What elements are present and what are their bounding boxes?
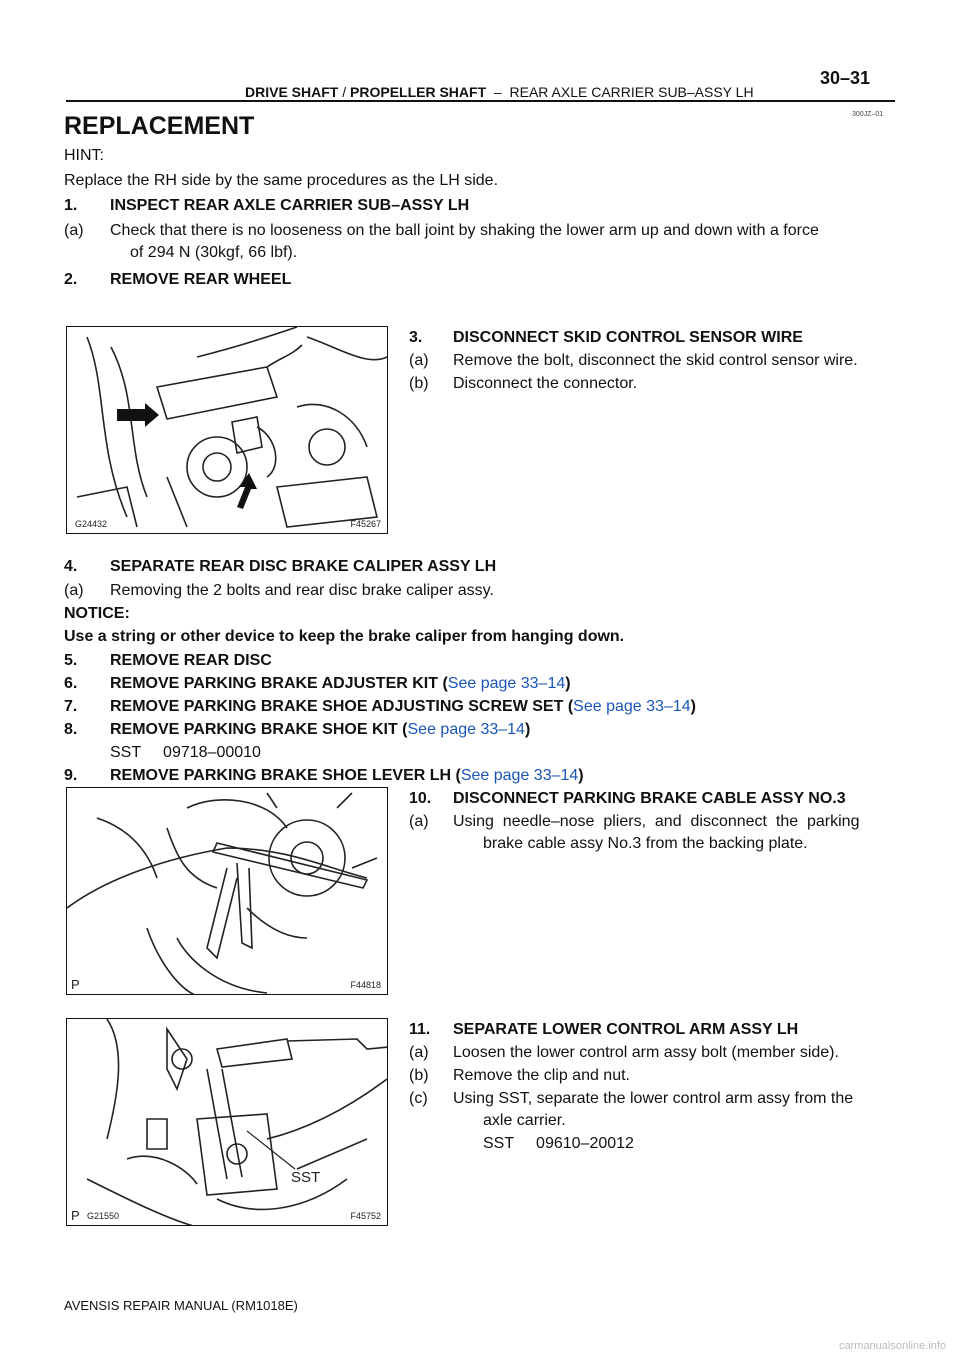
- step-3a-text: Remove the bolt, disconnect the skid control sensor wire.: [453, 352, 858, 369]
- step-9-text: REMOVE PARKING BRAKE SHOE LEVER LH (: [110, 767, 461, 784]
- step-1-text: INSPECT REAR AXLE CARRIER SUB–ASSY LH: [110, 197, 470, 214]
- sst-leader-line: [247, 1131, 295, 1169]
- step-11: [409, 1020, 889, 1040]
- fig1-label-right: F45267: [350, 519, 381, 529]
- step-2-num: 2.: [64, 271, 78, 288]
- figure-parking-cable: [66, 787, 388, 995]
- step-1a-line-1: Check that there is no looseness on the ball joint by shaking the lower arm up and down with a force: [110, 222, 819, 239]
- step-11c-sst: SST 09610–20012: [483, 1135, 634, 1152]
- figure-skid-sensor: [66, 326, 388, 534]
- notice-label: NOTICE:: [64, 605, 130, 622]
- step-7-link[interactable]: See page 33–14: [573, 698, 691, 715]
- step-4a-text: Removing the 2 bolts and rear disc brake caliper assy.: [110, 582, 494, 599]
- step-8-link[interactable]: See page 33–14: [407, 721, 525, 738]
- step-11c-label: (c): [409, 1090, 428, 1107]
- step-11-num: 11.: [409, 1021, 431, 1038]
- doc-id: 300JZ–01: [852, 111, 884, 118]
- fig2-label-right: F44818: [350, 980, 381, 990]
- step-10a-label: (a): [409, 813, 429, 830]
- step-3-text: DISCONNECT SKID CONTROL SENSOR WIRE: [453, 329, 803, 346]
- notice-text: Use a string or other device to keep the brake caliper from hanging down.: [64, 628, 625, 645]
- step-11b-label: (b): [409, 1067, 429, 1084]
- figure-lower-arm: [66, 1018, 388, 1226]
- step-10-num: 10.: [409, 790, 432, 807]
- step-1a-line-2: of 294 N (30kgf, 66 lbf).: [130, 244, 298, 261]
- step-6: [64, 674, 764, 694]
- step-6-num: 6.: [64, 675, 78, 692]
- step-1: [64, 196, 764, 216]
- fig3-p-label: P: [71, 1208, 80, 1223]
- step-10a-line-1: Using needle–nose pliers, and disconnect the parking: [453, 813, 860, 830]
- step-11c-line-2: axle carrier.: [483, 1112, 566, 1129]
- step-5-num: 5.: [64, 652, 78, 669]
- step-3b-label: (b): [409, 375, 429, 392]
- fig2-p-label: P: [71, 977, 80, 992]
- fig3-label-left: G21550: [87, 1211, 120, 1221]
- fig3-sst-label: SST: [291, 1169, 321, 1186]
- step-4a-label: (a): [64, 582, 84, 599]
- step-9-end: ): [578, 767, 584, 784]
- page-title: REPLACEMENT: [64, 112, 255, 140]
- watermark: carmanualsonline.info: [838, 1340, 946, 1352]
- step-6-end: ): [565, 675, 571, 692]
- step-4-text: SEPARATE REAR DISC BRAKE CALIPER ASSY LH: [110, 558, 497, 575]
- skid-sensor-illustration: [67, 327, 388, 534]
- page-number: 30–31: [820, 68, 871, 88]
- step-4-num: 4.: [64, 558, 78, 575]
- step-10a-line-2: brake cable assy No.3 from the backing plate.: [483, 835, 808, 852]
- step-5: [64, 651, 564, 671]
- step-7: [64, 697, 864, 717]
- step-9-link[interactable]: See page 33–14: [460, 767, 579, 784]
- step-11c-line-1: Using SST, separate the lower control arm assy from the: [453, 1090, 854, 1107]
- step-9: [64, 766, 764, 786]
- arrow-connector-icon: [237, 473, 257, 509]
- section-a: DRIVE SHAFT: [245, 84, 339, 100]
- step-5-text: REMOVE REAR DISC: [110, 652, 272, 669]
- step-3a-label: (a): [409, 352, 429, 369]
- fig1-label-left: G24432: [75, 519, 108, 529]
- hint-text: Replace the RH side by the same procedures as the LH side.: [64, 172, 499, 189]
- step-3-num: 3.: [409, 329, 423, 346]
- step-11a-text: Loosen the lower control arm assy bolt (member side).: [453, 1044, 839, 1061]
- parking-cable-illustration: [67, 788, 388, 995]
- fig3-label-right: F45752: [350, 1211, 381, 1221]
- section-dash: –: [493, 84, 502, 100]
- subsection-title: REAR AXLE CARRIER SUB–ASSY LH: [509, 84, 754, 100]
- step-3b-text: Disconnect the connector.: [453, 375, 638, 392]
- step-1-num: 1.: [64, 197, 78, 214]
- step-2: [64, 270, 564, 290]
- step-6-text: REMOVE PARKING BRAKE ADJUSTER KIT (: [110, 675, 448, 692]
- step-4: [64, 557, 664, 577]
- step-9-num: 9.: [64, 767, 78, 784]
- lower-arm-illustration: [67, 1019, 388, 1226]
- arrow-bolt-icon: [117, 403, 159, 427]
- step-10: [409, 789, 889, 809]
- step-11b-text: Remove the clip and nut.: [453, 1067, 630, 1084]
- step-8-sst: SST 09718–00010: [110, 744, 261, 761]
- step-10-text: DISCONNECT PARKING BRAKE CABLE ASSY NO.3: [453, 790, 846, 807]
- step-6-link[interactable]: See page 33–14: [447, 675, 566, 692]
- step-7-num: 7.: [64, 698, 78, 715]
- step-7-text: REMOVE PARKING BRAKE SHOE ADJUSTING SCREW SET (: [110, 698, 574, 715]
- hint-label: HINT:: [64, 147, 104, 164]
- section-slash: /: [338, 84, 351, 100]
- section-header: [245, 84, 754, 100]
- step-2-text: REMOVE REAR WHEEL: [110, 271, 292, 288]
- step-8: [64, 720, 764, 740]
- header-rule: [66, 100, 895, 102]
- step-7-end: ): [690, 698, 696, 715]
- step-3: [409, 328, 889, 348]
- section-b: PROPELLER SHAFT: [350, 84, 487, 100]
- step-11-text: SEPARATE LOWER CONTROL ARM ASSY LH: [453, 1021, 799, 1038]
- step-1a-label: (a): [64, 222, 84, 239]
- step-8-text: REMOVE PARKING BRAKE SHOE KIT (: [110, 721, 408, 738]
- footer-manual-id: AVENSIS REPAIR MANUAL (RM1018E): [64, 1298, 298, 1313]
- step-8-num: 8.: [64, 721, 78, 738]
- step-11a-label: (a): [409, 1044, 429, 1061]
- step-8-end: ): [524, 721, 531, 738]
